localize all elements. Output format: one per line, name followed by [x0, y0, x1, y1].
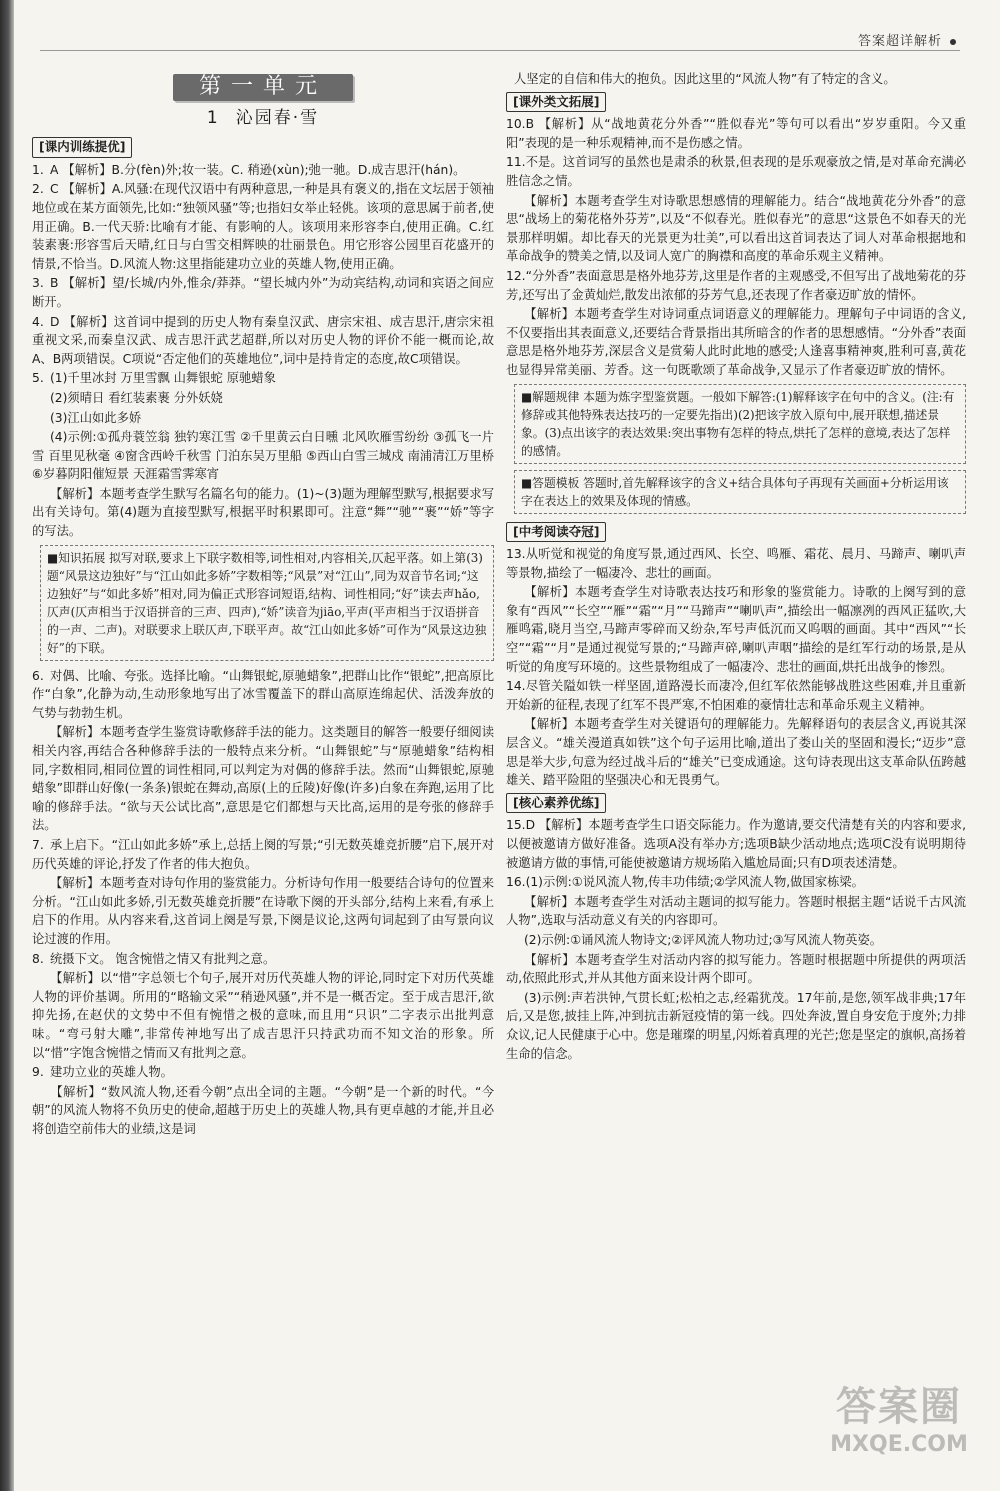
item-text: (4)示例:①孤舟蓑笠翁 独钓寒江雪 ②千里黄云白日曛 北风吹雁雪纷纷 ③孤飞一片雪 百里见秋毫 ④窗含西岭千秋雪 门泊东吴万里船 ⑤西山白雪三城戍 南浦清江万里桥 ⑥岁暮阴阳催短景 天涯霜雪霁寒宵: [32, 430, 494, 482]
item-number: 14.: [506, 679, 526, 694]
answer-item: [506, 267, 966, 304]
answer-item: [32, 1083, 494, 1139]
answer-item: [506, 893, 966, 930]
item-text: 【解析】本题考查学生对诗歌表达技巧和形象的鉴赏能力。诗歌的上阕写到的意象有“西风”“长空”“雁”“霜”“月”“马蹄声”“喇叭声”,描绘出一幅凛冽的西风正猛吹,大雁鸣霜,晓月当空,马蹄声零碎而又纷杂,军号声低沉而又呜咽的画面。其中“西风”“长空”“霜”“月”是通过视觉写景的;“马蹄声碎,喇叭声咽”描绘的是红军行动的场景,是从听觉的角度写环境的。这些景物组成了一幅凄冷、悲壮的画面,烘托出战争的惨烈。: [506, 585, 966, 674]
item-text: 建功立业的英雄人物。: [50, 1065, 173, 1080]
answer-item: [506, 305, 966, 379]
item-number: 8.: [32, 951, 44, 966]
item-number: 12.: [506, 268, 526, 283]
item-number: 11.: [506, 155, 526, 170]
answer-item: [32, 667, 494, 723]
item-text: 承上启下。“江山如此多娇”承上,总括上阕的写景;“引无数英雄竞折腰”启下,展开对历代英雄的评论,抒发了作者的伟大抱负。: [32, 838, 494, 871]
item-number: 1.: [32, 162, 44, 177]
item-text: 【解析】以“惜”字总领七个句子,展开对历代英雄人物的评论,同时定下对历代英雄人物的评价基调。所用的“略输文采”“稍逊风骚”,并不是一概否定。至于成吉思汗,欲抑先扬,在赵伏的文势中不但有惋惜之极的意味,而且用“只识”二字表示出批判意味。“弯弓射大雕”,非常传神地写出了成吉思汗只持武功而不知文治的形象。所以“惜”字饱含惋惜之情而又有批判之意。: [32, 971, 494, 1060]
item-text: A 【解析】B.分(fèn)外;妆一装。C. 稍逊(xùn);弛一驰。D.成吉思汗(hán)。: [50, 162, 466, 177]
item-text: 【解析】本题考查学生对诗歌思想感情的理解能力。结合“战地黄花分外香”的意思“战场上的菊花格外芬芳”,以及“不似春光。胜似春光”的意思“这景色不如春天的光景那样明媚。却比春天的光景更为壮美”,可以看出这首词表达了词人对革命根据地和革命战争的赞美之情,以及词人宽广的胸襟和高度的革命乐观主义精神。: [506, 193, 966, 264]
answer-item: [506, 153, 966, 190]
answer-item: [506, 931, 966, 950]
answer-item: [32, 950, 494, 969]
answer-item: [506, 115, 966, 152]
item-text: 【解析】本题考查学生默写名篇名句的能力。(1)~(3)题为理解型默写,根据要求写出有关诗句。第(4)题为直接型默写,根据平时积累即可。注意“舞”“驰”“裹”“娇”等字的写法。: [32, 486, 494, 539]
answer-item: [32, 389, 494, 408]
method-tip: ■解题规律 本题为炼字型鉴赏题。一般如下解答:(1)解释该字在句中的含义。(注:有修辞或其他特殊表达技巧的一定要先指出)(2)把该字放入原句中,展开联想,描述景象。(3)点出该字的表达效果:突出事物有怎样的特点,烘托了怎样的意境,表达了怎样的感情。: [514, 384, 966, 464]
item-number: 2.: [32, 182, 44, 197]
item-text: (3)示例:声若洪钟,气贯长虹;松柏之志,经霜犹茂。17年前,是您,领军战非典;17年后,又是您,披挂上阵,冲到抗击新冠疫情的第一线。四处奔波,置自身安危于度外;力排众议,记人民健康于心中。您是璀璨的明星,闪烁着真理的光芒;您是坚定的旗帜,高扬着生命的信念。: [506, 990, 966, 1061]
answer-item: [32, 485, 494, 541]
right-column: [506, 70, 966, 1064]
item-text: D 【解析】本题考查学生口语交际能力。作为邀请,要交代清楚有关的内容和要求,以便被邀请方做好准备。选项A没有举办方;选项B缺少活动地点;选项C没有说明期待被邀请方做的事情,可能使被邀请方规场陷入尴尬局面;只有D项表述清楚。: [506, 818, 966, 870]
item-text: 对偶、比喻、夸张。选择比喻。“山舞银蛇,原驰蜡象”,把群山比作“银蛇”,把高原比作“白象”,化静为动,生动形象地写出了冰雪覆盖下的群山高原连绵起伏、活泼奔放的气势与勃勃生机。: [32, 668, 494, 720]
item-text: (1)千里冰封 万里雪飘 山舞银蛇 原驰蜡象: [50, 371, 276, 386]
section-label: [课内训练提优]: [32, 137, 132, 158]
item-text: (2)须晴日 看红装素裹 分外妖娆: [50, 390, 223, 405]
item-number: 7.: [32, 838, 44, 852]
item-text: 尽管关隘如铁一样坚固,道路漫长而凄冷,但红军依然能够战胜这些困难,并且重新开始新的征程,表现了红军不畏严寒,不怕困难的豪情壮志和革命乐观主义精神。: [506, 679, 966, 712]
item-text: C 【解析】A.风骚:在现代汉语中有两种意思,一种是具有褒义的,指在文坛居于领袖地位或在某方面领先,比如:“独领风骚”等;也指妇女举止轻佻。该项的意思属于前者,使用正确。B.一代天骄:比喻有才能、有影响的人。该项用来形容李白,使用正确。C.红装素裹:形容雪后天晴,红日与白雪交相辉映的壮丽景色。用它形容公园里百花盛开的情景,不恰当。D.风流人物:这里指能建功立业的英雄人物,使用正确。: [32, 182, 494, 271]
item-text: 不是。这首词写的虽然也是肃杀的秋景,但表现的是乐观豪放之情,是对革命充满必胜信念之情。: [506, 155, 966, 188]
running-head: 答案超详解析: [858, 30, 956, 49]
item-number: 13.: [506, 547, 526, 562]
item-number: 3.: [32, 276, 44, 291]
bullet-dot: [950, 39, 956, 45]
answer-item: [32, 723, 494, 835]
answer-item: [32, 874, 494, 948]
item-text: 【解析】本题考查学生对活动内容的拟写能力。答题时根据题中所提供的两项活动,依照此形式,并从其他方面来设计两个即可。: [506, 952, 966, 986]
answer-item: [32, 161, 494, 180]
item-number: 16.: [506, 875, 526, 890]
answer-item: [506, 816, 966, 872]
item-number: 10.: [506, 117, 526, 132]
item-text: B 【解析】从“战地黄花分外香”“胜似春光”等句可以看出“岁岁重阳。今又重阳”表现的是一种乐观精神,而不是伤感之情。: [506, 117, 966, 150]
section-label: [核心素养优练]: [506, 793, 606, 814]
continued-text: 人坚定的自信和伟大的抱负。因此这里的“风流人物”有了特定的含义。: [514, 72, 896, 86]
answer-item: [506, 545, 966, 582]
item-text: 【解析】本题考查学生对活动主题词的拟写能力。答题时根据主题“话说千古风流人物”,选取与活动意义有关的内容即可。: [506, 894, 966, 928]
section-label: [课外类文拓展]: [506, 92, 606, 113]
item-text: “分外香”表面意思是格外地芬芳,这里是作者的主观感受,不但写出了战地菊花的芬芳,还写出了金黄灿烂,散发出浓郁的芬芳气息,还表现了作者豪迈旷放的情怀。: [506, 268, 966, 302]
answer-item: [32, 428, 494, 484]
item-text: 从听觉和视觉的角度写景,通过西风、长空、鸣雁、霜花、晨月、马蹄声、喇叭声等景物,描绘了一幅凄冷、悲壮的画面。: [506, 547, 966, 580]
item-text: 统摄下文。 饱含惋惜之情又有批判之意。: [50, 951, 276, 966]
item-text: 【解析】本题考查学生对关键语句的理解能力。先解释语句的表层含义,再说其深层含义。“雄关漫道真如铁”这个句子运用比喻,道出了娄山关的坚固和漫长;“迈步”意思是举大步,句意为经过战斗后的“雄关”已变成通途。这句诗表现出这支革命队伍跨越雄关、踏平险阻的坚强决心和无畏勇气。: [506, 717, 966, 788]
template-tip: ■答题模板 答题时,首先解释该字的含义+结合具体句子再现有关画面+分析运用该字在表达上的效果及体现的情感。: [514, 470, 966, 514]
answer-item: [32, 369, 494, 388]
answer-item: [506, 583, 966, 676]
answer-item: [32, 274, 494, 311]
item-text: 【解析】本题考查学生鉴赏诗歌修辞手法的能力。这类题目的解答一般要仔细阅读相关内容,再结合各种修辞手法的一般特点来分析。“山舞银蛇”与“原驰蜡象”结构相同,字数相同,相同位置的词性相同,可以判定为对偶的修辞手法。然而“山舞银蛇,原驰蜡象”即群山好像(一条条)银蛇在舞动,高原(上的丘陵)好像(许多)白象在奔跑,运用了比喻的修辞手法。“欲与天公试比高”,意思是它们都想与天比高,运用的是夸张的修辞手法。: [32, 725, 494, 833]
left-column: [32, 70, 494, 1140]
item-number: 4.: [32, 314, 44, 329]
answer-item: [32, 409, 494, 428]
lesson-title: 1 沁园春·雪: [206, 107, 320, 128]
answer-item: [506, 989, 966, 1063]
answer-item: [506, 192, 966, 266]
item-text: 【解析】本题考查对诗句作用的鉴赏能力。分析诗句作用一般要结合诗句的位置来分析。“江山如此多娇,引无数英雄竞折腰”在诗歌下阕的开头部分,结构上来看,有承上启下的作用。从内容来看,这首词上阕是写景,下阕是议论,这两句词起到了由写景向议论过渡的作用。: [32, 876, 494, 946]
item-number: 6.: [32, 668, 44, 683]
item-text: (1)示例:①说风流人物,传丰功伟绩;②学风流人物,做国家栋梁。: [525, 875, 864, 890]
item-text: (2)示例:①诵风流人物诗文;②评风流人物功过;③写风流人物英姿。: [524, 932, 883, 947]
item-text: D 【解析】这首词中提到的历史人物有秦皇汉武、唐宗宋祖、成吉思汗,唐宗宋祖重视文采,而秦皇汉武、成吉思汗武艺超群,所以对历史人物的评价不能一概而论,故A、B两项错误。C项说“否定他们的英雄地位”,词中是持肯定的态度,故C项错误。: [32, 314, 494, 366]
item-number: 9.: [32, 1065, 44, 1080]
answer-item: [506, 873, 966, 892]
page-edge: [0, 0, 14, 1491]
header-rule: [40, 50, 960, 51]
answer-item: [506, 715, 966, 789]
answer-item: [32, 1063, 494, 1082]
answer-item: [506, 677, 966, 714]
watermark-logo: 答案圈 MXQE.COM: [830, 1384, 968, 1457]
item-number: 5.: [32, 371, 44, 386]
answer-item: [32, 313, 494, 369]
unit-banner: 第一单元: [173, 74, 353, 101]
answer-item: [32, 180, 494, 273]
item-number: 15.: [506, 818, 526, 833]
knowledge-tip: ■知识拓展 拟写对联,要求上下联字数相等,词性相对,内容相关,仄起平落。如上第(3)题“风景这边独好”与“江山如此多娇”字数相等;“风景”对“江山”,同为双音节名词;“这边独好”与“如此多娇”相对,同为偏正式形容词短语,结构、词性相同;“好”读去声hǎo,仄声(仄声相当于汉语拼音的三声、四声),“娇”读音为jiāo,平声(平声相当于汉语拼音的一声、二声)。对联要求上联仄声,下联平声。故“江山如此多娇”可作为“风景这边独好”的下联。: [40, 545, 494, 661]
item-text: (3)江山如此多娇: [50, 410, 142, 425]
answer-item: [32, 969, 494, 1062]
item-text: B 【解析】望/长城/内外,惟余/莽莽。“望长城内外”为动宾结构,动词和宾语之间应断开。: [32, 276, 494, 309]
section-label: [中考阅读夺冠]: [506, 522, 606, 543]
answer-item: [506, 951, 966, 988]
answer-item: [32, 836, 494, 873]
item-text: 【解析】“数风流人物,还看今朝”点出全词的主题。“今朝”是一个新的时代。“今朝”的风流人物将不负历史的使命,超越于历史上的英雄人物,具有更卓越的才能,并且必将创造空前伟大的业绩,这是词: [32, 1084, 494, 1136]
item-text: 【解析】本题考查学生对诗词重点词语意义的理解能力。理解句子中词语的含义,不仅要指出其表面意义,还要结合背景指出其所暗含的作者的思想感情。“分外香”表面意思是格外地芬芳,深层含义是赏菊人此时此地的感受;人逢喜事精神爽,胜利可喜,黄花也显得异常美丽、芳香。这一句既歌颂了革命战争,又显示了作者豪迈旷放的情怀。: [506, 307, 966, 377]
